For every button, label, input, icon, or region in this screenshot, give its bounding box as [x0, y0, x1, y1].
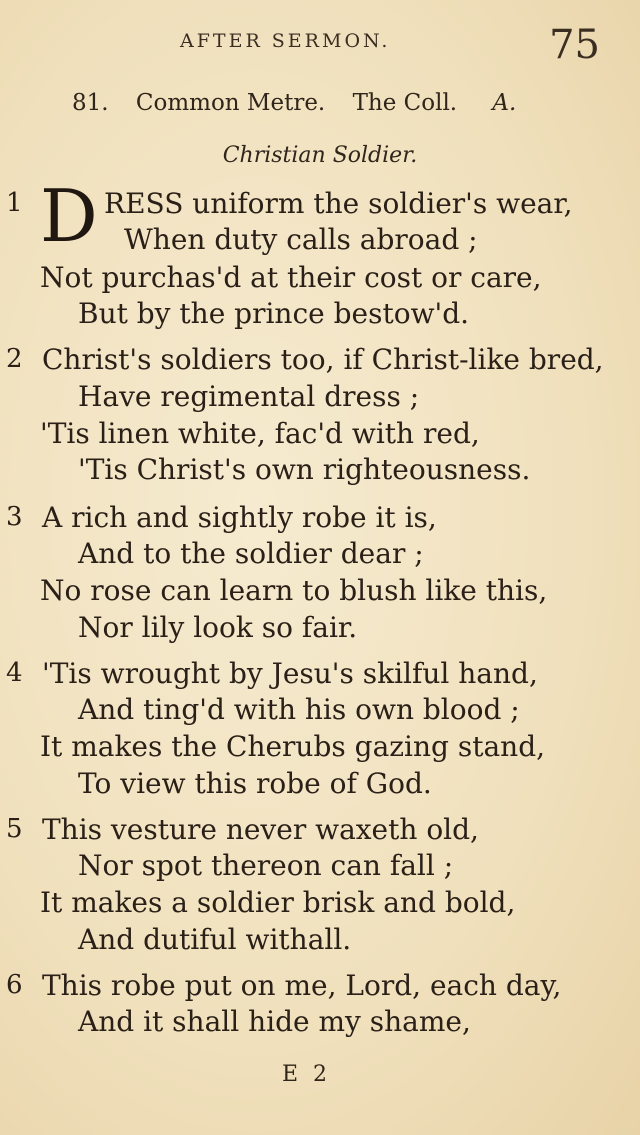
verse-line: No rose can learn to blush like this, [40, 574, 548, 607]
verse-line: And to the soldier dear ; [78, 537, 424, 570]
stanza-number: 3 [6, 502, 23, 532]
verse-line: This vesture never waxeth old, [42, 813, 479, 846]
verse-line: But by the prince bestow'd. [78, 297, 470, 330]
page-number: 75 [549, 22, 600, 68]
verse-line: To view this robe of God. [78, 767, 432, 800]
verse-line: This robe put on me, Lord, each day, [42, 969, 562, 1002]
verse-line: 'Tis linen white, fac'd with red, [40, 417, 480, 450]
verse-line: And it shall hide my shame, [78, 1005, 471, 1038]
hymn-tune: The Coll. [352, 90, 458, 116]
hymn-title: Christian Soldier. [222, 143, 418, 168]
running-head: AFTER SERMON. [180, 30, 391, 52]
drop-cap: D [40, 174, 98, 258]
verse-line: Not purchas'd at their cost or care, [40, 261, 542, 294]
verse-line: It makes the Cherubs gazing stand, [40, 730, 546, 763]
stanza-number: 5 [6, 814, 23, 844]
verse-line: Nor spot thereon can fall ; [78, 849, 454, 882]
verse-line: 'Tis wrought by Jesu's skilful hand, [42, 657, 538, 690]
hymn-metre: Common Metre. [135, 90, 326, 116]
verse-line: And ting'd with his own blood ; [78, 693, 520, 726]
signature-mark: E 2 [282, 1062, 332, 1087]
verse-line: A rich and sightly robe it is, [42, 501, 437, 534]
verse-line: 'Tis Christ's own righteousness. [78, 453, 531, 486]
hymn-header [72, 90, 536, 116]
stanza-number: 1 [6, 188, 23, 218]
stanza-number: 4 [6, 658, 23, 688]
verse-line: It makes a soldier brisk and bold, [40, 886, 516, 919]
hymn-key: A. [492, 90, 517, 116]
verse-line: RESS uniform the soldier's wear, [104, 187, 573, 220]
hymn-number: 81. [72, 90, 109, 116]
verse-line: And dutiful withall. [78, 923, 352, 956]
stanza-number: 6 [6, 970, 23, 1000]
verse-line: Have regimental dress ; [78, 380, 420, 413]
verse-line: When duty calls abroad ; [124, 223, 478, 256]
verse-line: Nor lily look so fair. [78, 611, 358, 644]
stanza-number: 2 [6, 344, 23, 374]
verse-line: Christ's soldiers too, if Christ-like bred, [42, 343, 604, 376]
